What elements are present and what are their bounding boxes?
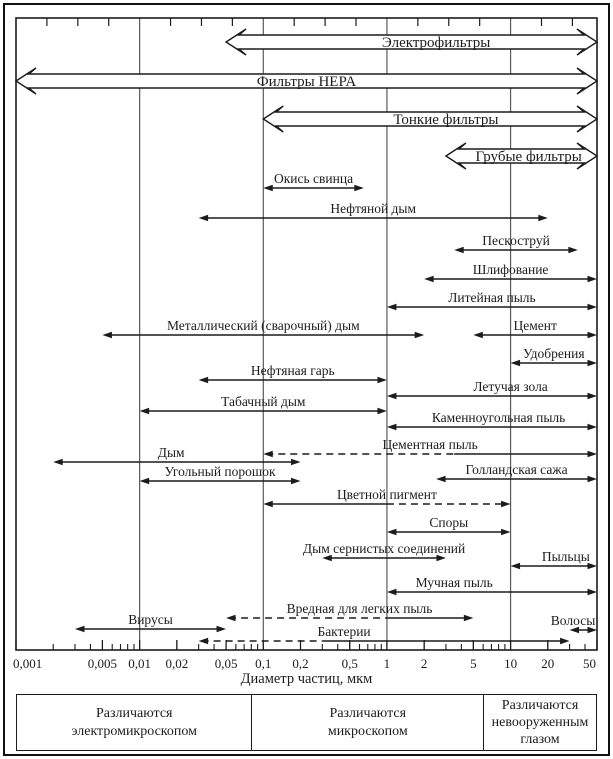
arrowhead: [53, 459, 63, 466]
particle-label: Литейная пыль: [448, 290, 536, 305]
arrowhead: [140, 478, 150, 485]
legend-cell-naked-eye: [483, 695, 596, 750]
filter-band-label: Электрофильтры: [381, 35, 491, 51]
particle-label: Нефтяной дым: [330, 201, 417, 216]
particle-label: Споры: [429, 515, 469, 530]
arrowhead: [415, 332, 425, 339]
particle-label: Дым сернистых соединений: [302, 541, 466, 556]
particle-label: Летучая зола: [473, 379, 548, 394]
arrowhead: [217, 626, 227, 633]
arrowhead: [588, 393, 598, 400]
axis-tick-label: 0,1: [255, 656, 272, 671]
particle-label: Пыльцы: [541, 549, 590, 564]
arrowhead: [75, 626, 85, 633]
arrowhead: [424, 276, 434, 283]
legend-cell-line: Различаются: [329, 706, 407, 722]
particle-label: Табачный дым: [221, 394, 306, 409]
legend-cell-line: невооруженным: [491, 714, 589, 730]
x-axis-title: Диаметр частиц, мкм: [240, 671, 373, 687]
particle-label: Каменноугольная пыль: [431, 410, 566, 425]
arrowhead: [387, 393, 397, 400]
arrowhead: [291, 478, 301, 485]
arrowhead: [387, 589, 397, 596]
arrowhead: [436, 476, 446, 483]
arrowhead: [291, 459, 301, 466]
particle-label: Вирусы: [128, 612, 173, 627]
axis-tick-label: 0,02: [165, 656, 189, 671]
legend-cell-line: глазом: [520, 732, 560, 748]
arrowhead: [588, 424, 598, 431]
arrowhead: [140, 408, 150, 415]
axis-tick-label: 0,2: [292, 656, 309, 671]
particle-label: Голландская сажа: [465, 462, 568, 477]
axis-tick-label: 20: [541, 656, 555, 671]
filter-band-label: Грубые фильтры: [475, 149, 582, 165]
legend-cell-line: электромикроскопом: [71, 723, 197, 739]
arrowhead: [538, 215, 548, 222]
particle-label: Бактерии: [317, 624, 371, 639]
axis-tick-label: 5: [470, 656, 477, 671]
particle-label: Мучная пыль: [415, 575, 493, 590]
arrowhead: [588, 332, 598, 339]
arrowhead: [387, 529, 397, 536]
particle-label: Цветной пигмент: [336, 487, 437, 502]
axis-tick-label: 50: [583, 656, 596, 671]
arrowhead: [102, 332, 112, 339]
axis-tick-label: 0,05: [214, 656, 238, 671]
arrowhead: [501, 529, 511, 536]
visibility-legend-table: [16, 694, 597, 751]
filter-band-label: Фильтры HEPA: [256, 74, 357, 90]
legend-cell-line: Различаются: [501, 697, 579, 713]
arrowhead: [568, 247, 578, 254]
legend-cell-electron-microscope: [17, 695, 251, 750]
arrowhead: [588, 476, 598, 483]
arrowhead: [464, 615, 474, 622]
arrowhead: [454, 247, 464, 254]
particle-label: Цементная пыль: [382, 437, 478, 452]
legend-cell-line: микроскопом: [327, 723, 408, 739]
arrowhead: [263, 185, 273, 192]
particle-label: Пескоструй: [482, 233, 550, 248]
particle-label: Нефтяная гарь: [250, 363, 335, 378]
arrowhead: [511, 360, 521, 367]
axis-tick-label: 0,5: [341, 656, 358, 671]
arrowhead: [354, 185, 364, 192]
arrowhead: [473, 332, 483, 339]
particle-label: Угольный порошок: [164, 464, 276, 479]
arrowhead: [511, 563, 521, 570]
axis-tick-label: 1: [383, 656, 391, 671]
arrowhead: [263, 451, 273, 458]
arrowhead: [387, 424, 397, 431]
arrowhead: [588, 304, 598, 311]
axis-tick-label: 10: [504, 656, 518, 671]
axis-tick-label: 0,01: [128, 656, 152, 671]
arrowhead: [501, 501, 511, 508]
arrowhead: [588, 360, 598, 367]
particle-label: Удобрения: [523, 346, 585, 361]
arrowhead: [588, 276, 598, 283]
arrowhead: [199, 638, 209, 645]
particle-label: Шлифование: [472, 262, 549, 277]
particle-label: Цемент: [513, 318, 557, 333]
legend-cell-line: Различаются: [96, 706, 173, 722]
arrowhead: [263, 501, 273, 508]
particle-label: Металлический (сварочный) дым: [166, 318, 360, 333]
particle-label: Дым: [157, 445, 185, 460]
arrowhead: [226, 615, 236, 622]
particle-label: Вредная для легких пыль: [286, 601, 433, 616]
axis-tick-label: 0,005: [87, 656, 118, 671]
arrowhead: [377, 377, 387, 384]
axis-tick-label: 0,001: [13, 656, 43, 671]
arrowhead: [387, 304, 397, 311]
arrowhead: [560, 638, 570, 645]
axis-tick-label: 2: [420, 656, 428, 671]
arrowhead: [377, 408, 387, 415]
arrowhead: [588, 589, 598, 596]
filter-band-label: Тонкие фильтры: [393, 112, 499, 128]
arrowhead: [199, 215, 209, 222]
arrowhead: [199, 377, 209, 384]
legend-cell-microscope: [251, 695, 483, 750]
particle-label: Окись свинца: [273, 171, 354, 186]
particle-label: Волосы: [550, 613, 596, 628]
arrowhead: [588, 451, 598, 458]
